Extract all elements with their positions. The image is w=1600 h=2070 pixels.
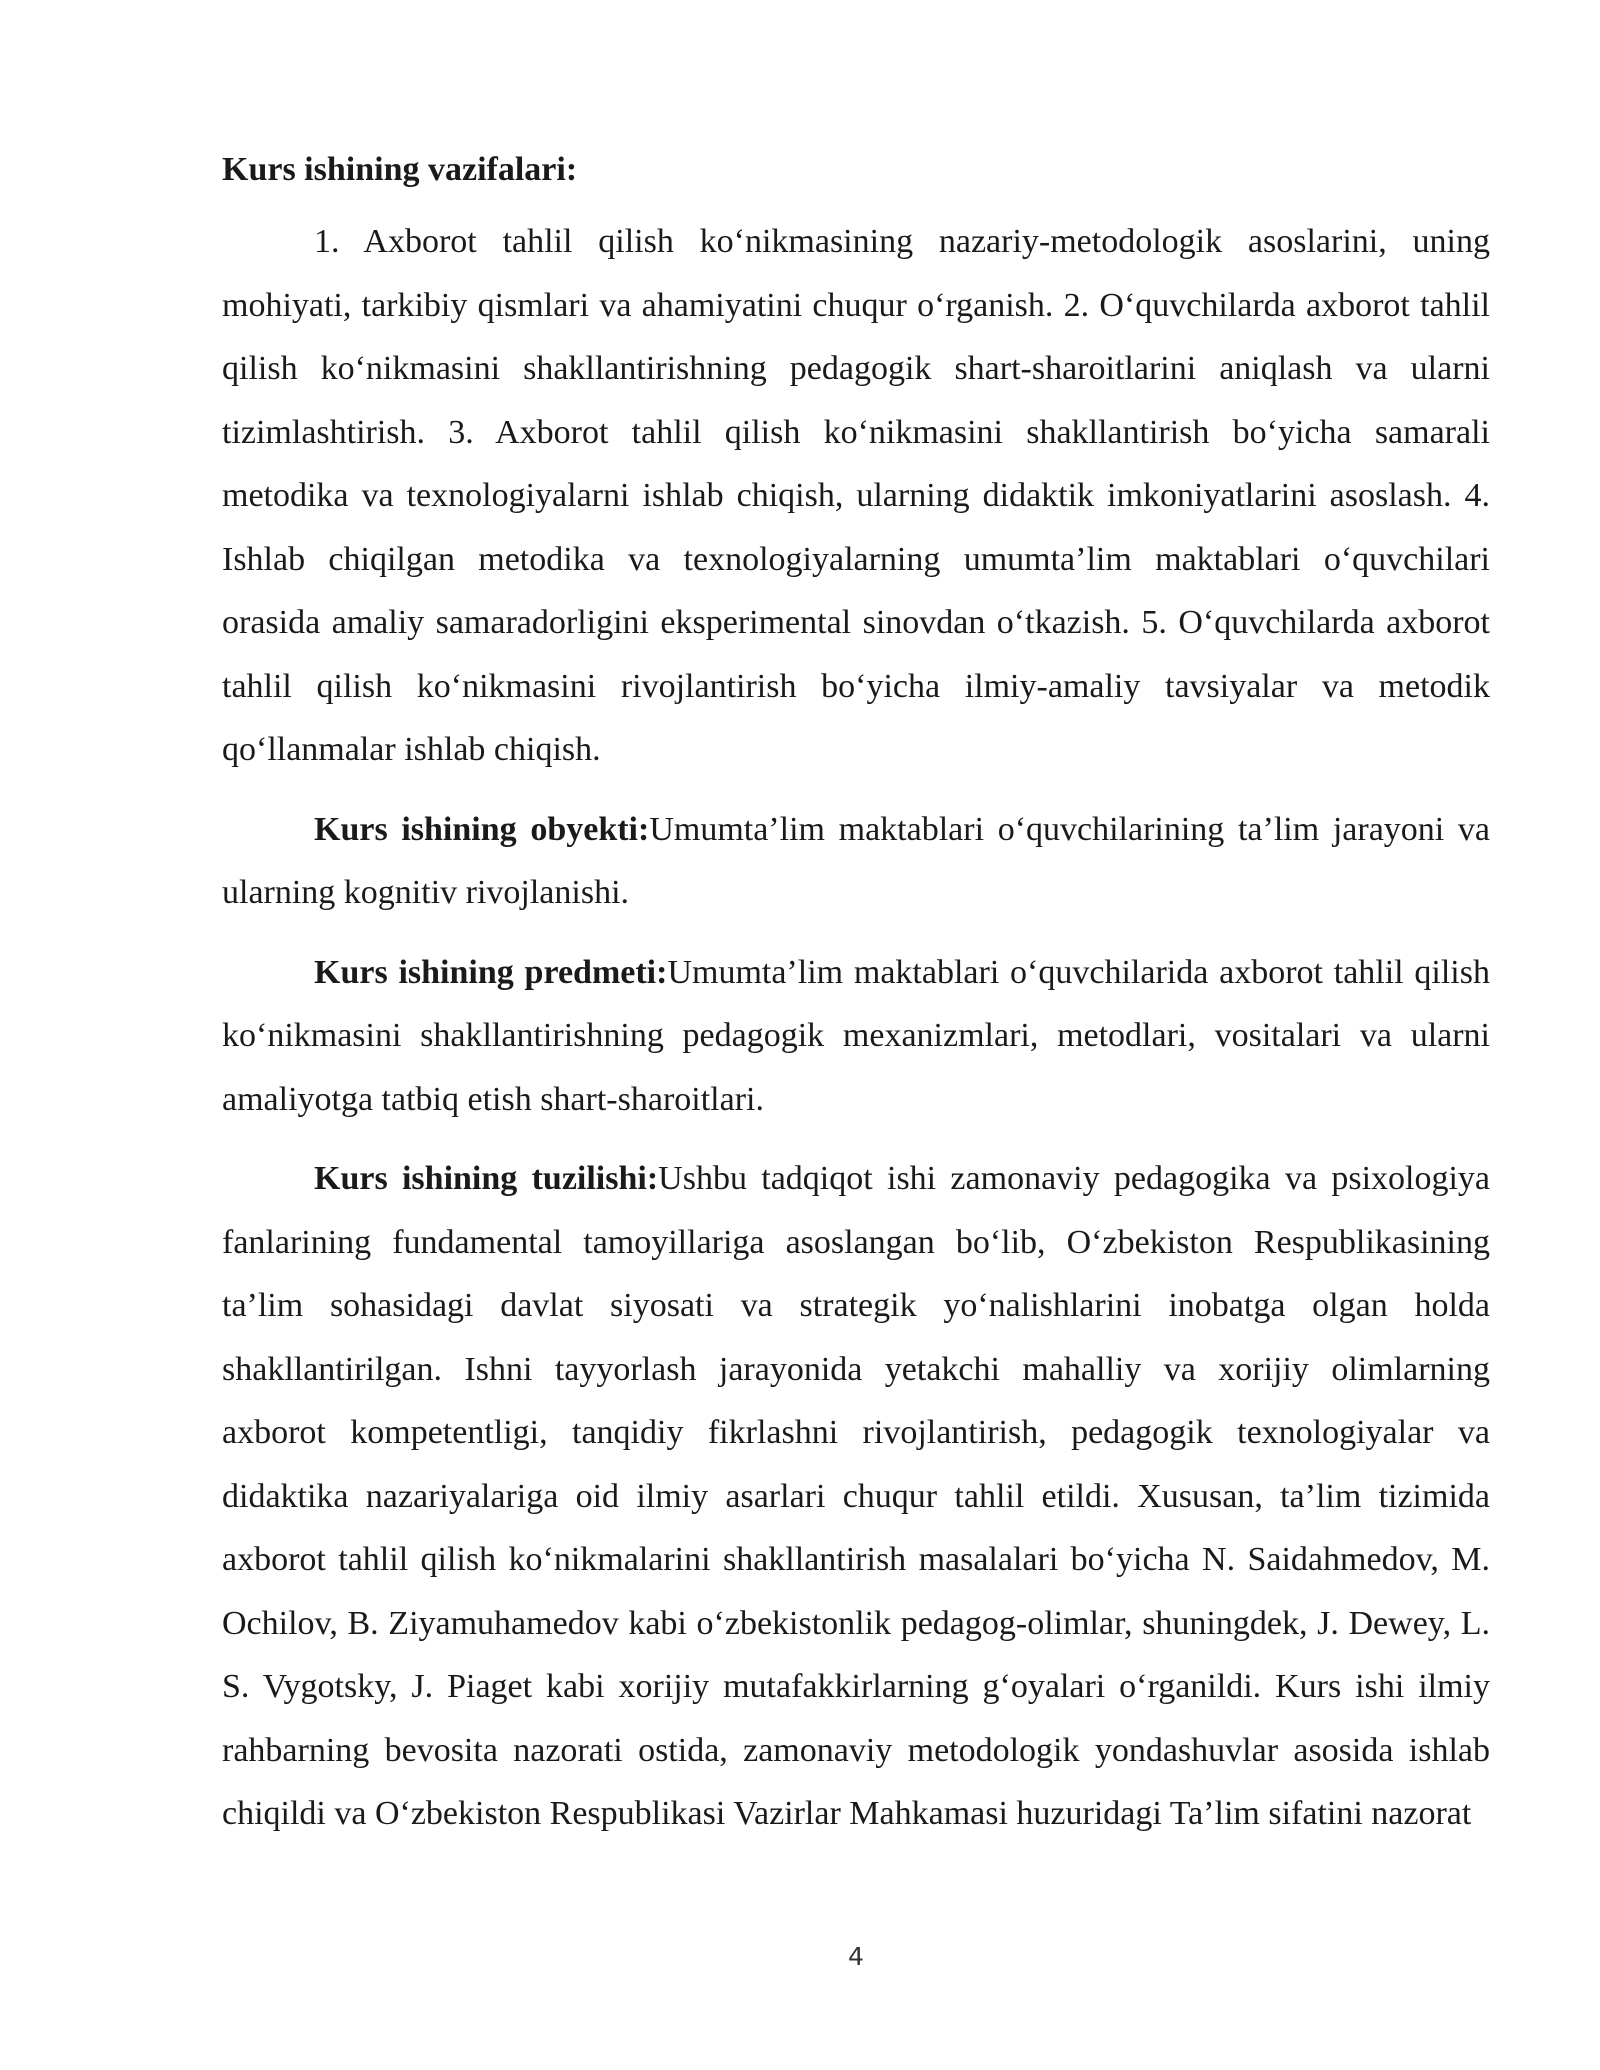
document-page: [222, 140, 1490, 1862]
structure-label: Kurs ishining tuzilishi:: [314, 1160, 659, 1197]
subject-label: Kurs ishining predmeti:: [314, 953, 668, 991]
tasks-paragraph: 1. Axborot tahlil qilish ko‘nikmasining nazariy-metodologik asoslarini, uning mohiyati, tarkibiy qismlari va ahamiyatini chuqur o‘rganish. 2. O‘quvchilarda axborot tahlil qilish ko‘nikmasini shakllantirishning pedagogik shart-sharoitlarini aniqlash va ularni tizimlashtirish. 3. Axborot tahlil qilish ko‘nikmasini shakllantirish bo‘yicha samarali metodika va texnologiyalarni ishlab chiqish, ularning didaktik imkoniyatlarini asoslash. 4. Ishlab chiqilgan metodika va texnologiyalarning umumta’lim maktablari o‘quvchilari orasida amaliy samaradorligini eksperimental sinovdan o‘tkazish. 5. O‘quvchilarda axborot tahlil qilish ko‘nikmasini rivojlantirish bo‘yicha ilmiy-amaliy tavsiyalar va metodik qo‘llanmalar ishlab chiqish.: [222, 223, 1490, 768]
structure-text: Ushbu tadqiqot ishi zamonaviy pedagogika va psixologiya fanlarining fundamental tamoyillariga asoslangan bo‘lib, O‘zbekiston Respublikasining ta’lim sohasidagi davlat siyosati va strategik yo‘nalishlarini inobatga olgan holda shakllantirilgan. Ishni tayyorlash jarayonida yetakchi mahalliy va xorijiy olimlarning axborot kompetentligi, tanqidiy fikrlashni rivojlantirish, pedagogik texnologiyalar va didaktika nazariyalariga oid ilmiy asarlari chuqur tahlil etildi. Xususan, ta’lim tizimida axborot tahlil qilish ko‘nikmalarini shakllantirish masalalari bo‘yicha N. Saidahmedov, M. Ochilov, B. Ziyamuhamedov kabi o‘zbekistonlik pedagog-olimlar, shuningdek, J. Dewey, L. S. Vygotsky, J. Piaget kabi xorijiy mutafakkirlarning g‘oyalari o‘rganildi. Kurs ishi ilmiy rahbarning bevosita nazorati ostida, zamonaviy metodologik yondashuvlar asosida ishlab chiqildi va O‘zbekiston Respublikasi Vazirlar Mahkamasi huzuridagi Ta’lim sifatini nazorat: [222, 1160, 1490, 1832]
subject-text: Umumta’lim maktablari o‘quvchilarida axborot tahlil qilish ko‘nikmasini shakllantirishning pedagogik mexanizmlari, metodlari, vositalari va ularni amaliyotga tatbiq etish shart-sharoitlari.: [222, 953, 1490, 1118]
object-label: Kurs ishining obyekti:: [314, 810, 650, 848]
subject-paragraph: [222, 941, 1490, 1132]
object-text: Umumta’lim maktablari o‘quvchilarining ta’lim jarayoni va ularning kognitiv rivojlanishi.: [222, 810, 1490, 911]
tasks-heading: Kurs ishining vazifalari:: [222, 151, 578, 188]
page-number: 4: [848, 1942, 864, 1971]
object-paragraph: [222, 798, 1490, 925]
structure-paragraph: [222, 1147, 1490, 1846]
